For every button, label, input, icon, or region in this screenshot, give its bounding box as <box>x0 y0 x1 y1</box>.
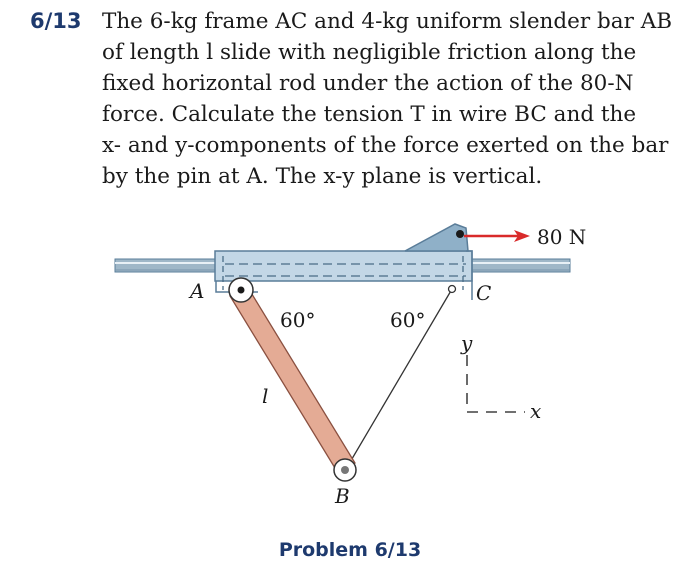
length-label: l <box>262 384 269 408</box>
angle-right-label: 60° <box>390 308 426 332</box>
problem-number: 6/13 <box>30 9 82 33</box>
problem-line-4: force. Calculate the tension T in wire BC and the <box>102 102 637 127</box>
force-arrow-80n <box>464 230 530 242</box>
xy-axes-indicator <box>467 355 525 412</box>
label-point-b: B <box>335 484 350 508</box>
force-label: 80 N <box>537 225 587 249</box>
problem-line-6: by the pin at A. The x-y plane is vertical. <box>102 164 543 189</box>
problem-line-5: x- and y-components of the force exerted on the bar <box>102 133 669 158</box>
axis-x-label: x <box>530 399 542 423</box>
problem-line-2: of length l slide with negligible friction along the <box>102 40 637 65</box>
angle-left-label: 60° <box>280 308 316 332</box>
label-point-a: A <box>190 279 205 303</box>
problem-line-3: fixed horizontal rod under the action of the 80-N <box>102 71 634 96</box>
problem-line-1: The 6-kg frame AC and 4-kg uniform slender bar AB <box>102 9 673 34</box>
axis-y-label: y <box>461 331 473 355</box>
pin-c <box>449 286 456 293</box>
figure-caption: Problem 6/13 <box>278 539 422 561</box>
label-point-c: C <box>476 281 492 305</box>
